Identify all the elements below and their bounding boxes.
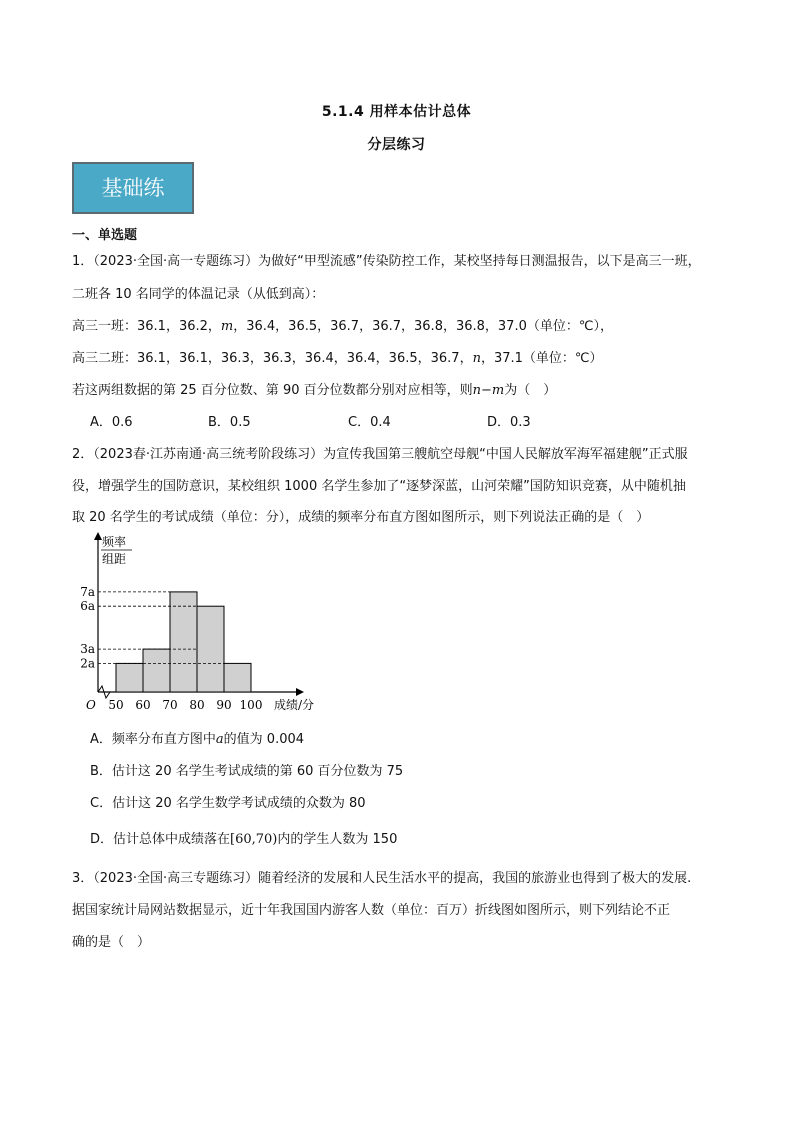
q2-interval: [60,70) (230, 832, 278, 847)
document-subtitle: 分层练习 (367, 137, 426, 153)
histogram-bars (116, 592, 251, 692)
q2-option-a-suffix: 的值为 0.004 (223, 732, 305, 747)
q2-line-3: 取 20 名学生的考试成绩（单位：分），成绩的频率分布直方图如图所示，则下列说法正确的是（ ） (72, 510, 650, 525)
q1-var-m: m (220, 319, 234, 334)
q1-option-a: A．0.6 (90, 415, 133, 430)
histogram-bar (170, 592, 197, 692)
x-tick-label: 60 (135, 698, 151, 712)
y-tick-label: 6a (80, 599, 95, 614)
q1-class1-prefix: 高三一班：36.1，36.2， (72, 319, 221, 334)
x-tick-label: 80 (189, 698, 205, 712)
q1-class1-data (72, 315, 613, 334)
q2-option-a-prefix: A．频率分布直方图中 (90, 732, 216, 747)
x-tick-label: 90 (216, 698, 232, 712)
x-tick-label: 100 (239, 698, 263, 712)
q2-option-d-suffix: 内的学生人数为 150 (277, 832, 398, 847)
q2-option-d-prefix: D．估计总体中成绩落在 (90, 832, 231, 847)
y-axis-label-top: 频率 (102, 535, 127, 549)
histogram-bar (116, 663, 143, 692)
x-axis-arrow (296, 688, 304, 696)
q1-class1-suffix: ，36.4，36.5，36.7，36.7，36.8，36.8，37.0（单位：℃）， (233, 319, 613, 334)
q2-option-c: C．估计这 20 名学生数学考试成绩的众数为 80 (90, 796, 366, 811)
y-axis-arrow (94, 532, 102, 540)
q1-var-n: n (472, 351, 481, 366)
section-heading: 一、单选题 (72, 228, 138, 243)
histogram-bar (224, 663, 251, 692)
y-tick-label: 3a (80, 642, 95, 657)
histogram-bar (143, 649, 170, 692)
x-tick-label: 70 (162, 698, 178, 712)
q2-line-2: 役，增强学生的国防意识，某校组织 1000 名学生参加了“逐梦深蓝，山河荣耀”国防知识竞赛，从中随机抽 (72, 479, 686, 494)
q1-line-5-prefix: 若这两组数据的第 25 百分位数、第 90 百分位数都分别对应相等，则 (72, 383, 473, 398)
q1-class2-prefix: 高三二班：36.1，36.1，36.3，36.3，36.4，36.4，36.5，36.7， (72, 351, 473, 366)
q3-line-2: 据国家统计局网站数据显示，近十年我国国内游客人数（单位：百万）折线图如图所示，则下列结论不正 (72, 903, 671, 918)
x-axis-label: 成绩/分 (274, 698, 315, 712)
origin-label: O (86, 698, 96, 712)
document-title: 5.1.4 用样本估计总体 (321, 104, 472, 120)
q1-expression: n−m (472, 383, 505, 398)
y-tick-label: 2a (80, 656, 95, 671)
q2-var-a: a (215, 732, 224, 747)
q1-line-1: 1．（2023·全国·高一专题练习）为做好“甲型流感”传染防控工作，某校坚持每日测温报告，以下是高三一班， (72, 254, 701, 269)
x-tick-label: 50 (108, 698, 124, 712)
y-axis-label-bottom: 组距 (102, 552, 127, 566)
histogram-bar (197, 606, 224, 692)
q2-option-b: B．估计这 20 名学生考试成绩的第 60 百分位数为 75 (90, 764, 404, 779)
q1-option-c: C．0.4 (348, 415, 391, 430)
q1-class2-suffix: ，37.1（单位：℃） (480, 351, 603, 366)
q3-line-1: 3．（2023·全国·高三专题练习）随着经济的发展和人民生活水平的提高，我国的旅游业也得到了极大的发展. (72, 871, 692, 886)
q3-line-3: 确的是（ ） (72, 935, 151, 950)
q1-option-b: B．0.5 (208, 415, 251, 430)
y-tick-label: 7a (80, 584, 95, 599)
q1-option-d: D．0.3 (487, 415, 531, 430)
section-badge: 基础练 (72, 162, 194, 214)
frequency-histogram (68, 530, 328, 720)
q2-option-a (90, 728, 304, 747)
q1-line-5 (72, 379, 556, 398)
q1-line-5-suffix: 为（ ） (504, 383, 557, 398)
q1-line-2: 二班各 10 名同学的体温记录（从低到高）： (72, 287, 325, 302)
q2-line-1: 2．（2023春·江苏南通·高三统考阶段练习）为宣传我国第三艘航空母舰“中国人民解放军海军福建舰”正式服 (72, 447, 688, 462)
q1-class2-data (72, 347, 603, 366)
q2-option-d (90, 828, 397, 847)
